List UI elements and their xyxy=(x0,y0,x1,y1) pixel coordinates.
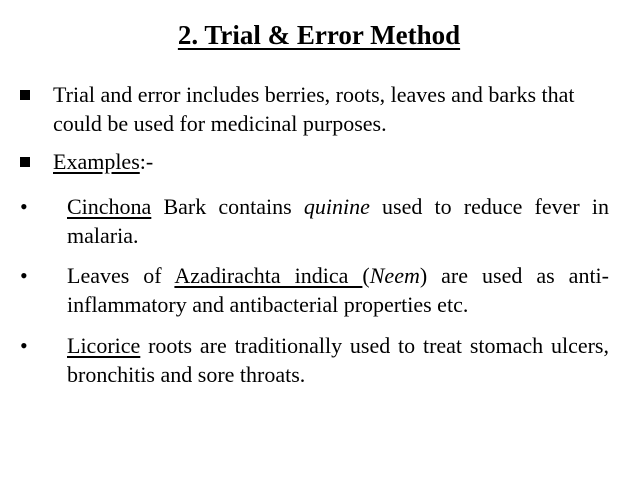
neem-text-b: ( xyxy=(362,263,370,288)
licorice-term: Licorice xyxy=(67,333,141,358)
square-bullet-icon xyxy=(20,90,30,100)
examples-suffix: :- xyxy=(139,149,154,174)
slide-title xyxy=(0,18,638,52)
neem-term: Neem xyxy=(369,263,420,288)
azadirachta-term: Azadirachta indica xyxy=(174,263,363,288)
slide-title-text: 2. Trial & Error Method xyxy=(177,20,461,50)
dot-bullet-icon: • xyxy=(20,263,28,288)
neem-text-c: ) are used as anti-inflammatory and antibacterial properties etc. xyxy=(67,263,609,317)
example-neem xyxy=(67,261,609,319)
dot-bullet-icon: • xyxy=(20,333,28,358)
dot-bullet-icon: • xyxy=(20,194,28,219)
example-cinchona xyxy=(67,192,609,250)
example-licorice xyxy=(67,331,609,389)
examples-label: Examples xyxy=(53,149,140,174)
bullet-examples xyxy=(53,147,609,176)
cinchona-text-a: Bark contains xyxy=(151,194,304,219)
bullet-trial-error: Trial and error includes berries, roots, leaves and barks that could be used for medicinal purposes. xyxy=(53,82,575,136)
square-bullet-icon xyxy=(20,157,30,167)
cinchona-term: Cinchona xyxy=(67,194,152,219)
licorice-text-a: roots are traditionally used to treat stomach ulcers, bronchitis and sore throats. xyxy=(67,333,609,387)
neem-text-a: Leaves of xyxy=(67,263,175,288)
cinchona-text-b: used to reduce fever in malaria. xyxy=(67,194,609,248)
quinine-term: quinine xyxy=(303,194,370,219)
